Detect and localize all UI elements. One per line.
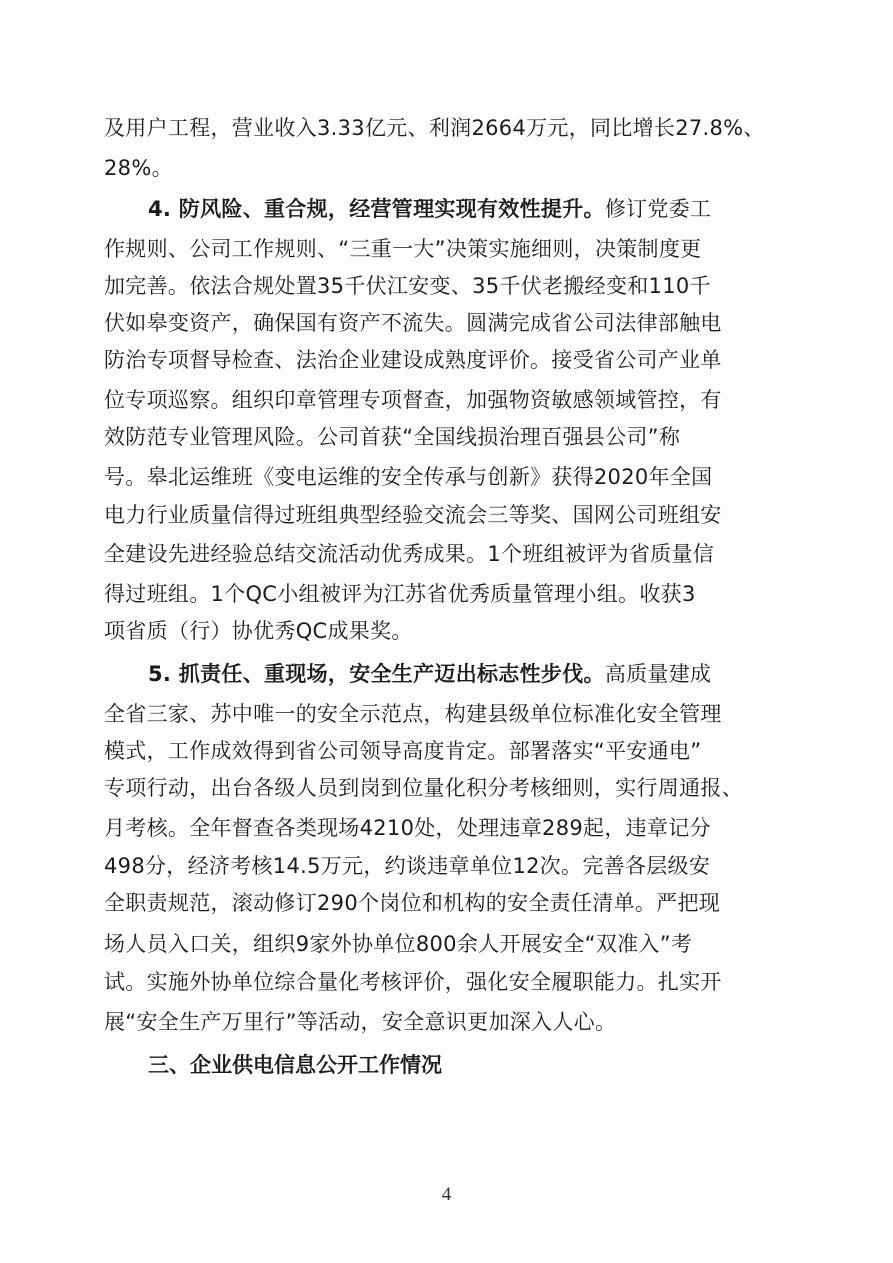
body-text-line: 及用户工程，营业收入3.33亿元、利润2664万元，同比增长27.8%、 [104,116,765,140]
body-text-line: 作规则、公司工作规则、“三重一大”决策实施细则，决策制度更 [104,237,702,261]
body-text-line: 498分，经济考核14.5万元，约谈违章单位12次。完善各层级安 [104,854,711,878]
body-text-line: 电力行业质量信得过班组典型经验交流会三等奖、国网公司班组安 [104,503,722,527]
body-text-line: 效防范专业管理风险。公司首获“全国线损治理百强县公司”称 [104,425,681,449]
body-text-line: 月考核。全年督查各类现场4210处，处理违章289起，违章记分 [104,816,711,840]
body-text-line: 展“安全生产万里行”等活动，安全意识更加深入人心。 [104,1010,617,1034]
body-text-line: 试。实施外协单位综合量化考核评价，强化安全履职能力。扎实开 [104,970,722,994]
body-text-line: 全职责规范，滚动修订290个岗位和机构的安全责任清单。严把现 [104,891,721,915]
body-text-line: 加完善。依法合规处置35千伏江安变、35千伏老搬经变和110千 [104,274,711,298]
body-text-line: 防治专项督导检查、法治企业建设成熟度评价。接受省公司产业单 [104,348,722,372]
body-text-line: 全省三家、苏中唯一的安全示范点，构建县级单位标准化安全管理 [104,702,722,726]
paragraph-5-heading: 5. 抓责任、重现场，安全生产迈出标志性步伐。 [148,662,605,686]
body-text-line: 号。皋北运维班《变电运维的安全传承与创新》获得2020年全国 [104,465,713,489]
body-text-line: 全建设先进经验总结交流活动优秀成果。1个班组被评为省质量信 [104,542,715,566]
body-text-line: 伏如皋变资产，确保国有资产不流失。圆满完成省公司法律部触电 [104,311,722,335]
body-text-line: 得过班组。1个QC小组被评为江苏省优秀质量管理小组。收获3 [104,582,696,606]
paragraph-4-first-line: 4. 防风险、重合规，经营管理实现有效性提升。修订党委工 [148,197,712,221]
body-text-line: 模式，工作成效得到省公司领导高度肯定。部署落实“平安通电” [104,739,702,763]
paragraph-4-heading: 4. 防风险、重合规，经营管理实现有效性提升。 [148,197,605,221]
body-text-line: 位专项巡察。组织印章管理专项督查，加强物资敏感领域管控，有 [104,388,722,412]
section-heading: 三、企业供电信息公开工作情况 [148,1053,442,1077]
page-number: 4 [441,1184,452,1205]
body-text-line: 28%。 [104,156,173,180]
paragraph-5-first-line: 5. 抓责任、重现场，安全生产迈出标志性步伐。高质量建成 [148,662,712,686]
body-text-line: 项省质（行）协优秀QC成果奖。 [104,619,413,643]
body-text-line: 场人员入口关，组织9家外协单位800余人开展安全“双准入”考 [104,932,693,956]
body-text-line: 专项行动，出台各级人员到岗到位量化积分考核细则，实行周通报、 [104,776,743,800]
